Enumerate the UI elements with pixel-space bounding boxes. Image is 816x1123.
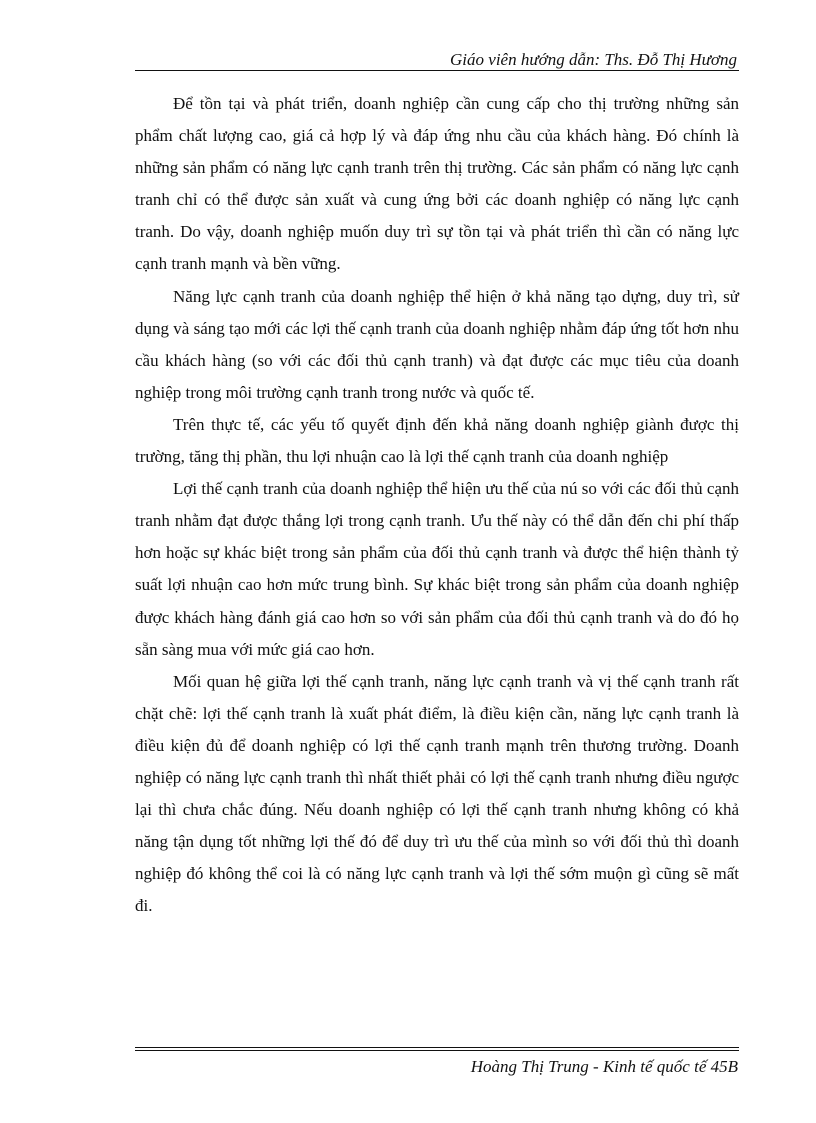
document-body	[135, 88, 739, 922]
paragraph-4: Lợi thế cạnh tranh của doanh nghiệp thể hiện ưu thế của nú so với các đối thủ cạnh tranh nhằm đạt được thắng lợi trong cạnh tranh. Ưu thế này có thể dẫn đến chi phí thấp hơn hoặc sự khác biệt trong sản phẩm của đối thủ cạnh tranh và được thể hiện thành tỷ suất lợi nhuận cao hơn mức trung bình. Sự khác biệt trong sản phẩm của doanh nghiệp được khách hàng đánh giá cao hơn so với sản phẩm của đối thủ cạnh tranh và do đó họ sẵn sàng mua với mức giá cao hơn.	[135, 479, 739, 659]
page-footer: Hoàng Thị Trung - Kinh tế quốc tế 45B	[470, 1057, 738, 1076]
footer-rule	[135, 1047, 739, 1051]
paragraph-3: Trên thực tế, các yếu tố quyết định đến khả năng doanh nghiệp giành được thị trường, tăng thị phần, thu lợi nhuận cao là lợi thế cạnh tranh của doanh nghiệp	[135, 414, 739, 467]
paragraph-1: Để tồn tại và phát triển, doanh nghiệp cần cung cấp cho thị trường những sản phẩm chất lượng cao, giá cả hợp lý và đáp ứng nhu cầu của khách hàng. Đó chính là những sản phẩm có năng lực cạnh tranh trên thị trường. Các sản phẩm có năng lực cạnh tranh chỉ có thể được sản xuất và cung ứng bởi các doanh nghiệp có năng lực cạnh tranh. Do vậy, doanh nghiệp muốn duy trì sự tồn tại và phát triển thì cần có năng lực cạnh tranh mạnh và bền vững.	[135, 94, 739, 274]
paragraph-5: Mối quan hệ giữa lợi thế cạnh tranh, năng lực cạnh tranh và vị thế cạnh tranh rất chặt chẽ: lợi thế cạnh tranh là xuất phát điểm, là điều kiện cần, năng lực cạnh tranh là điều kiện đủ để doanh nghiệp có lợi thế cạnh tranh mạnh trên thương trường. Doanh nghiệp có năng lực cạnh tranh thì nhất thiết phải có lợi thế cạnh tranh nhưng điều ngược lại thì chưa chắc đúng. Nếu doanh nghiệp có lợi thế cạnh tranh nhưng không có khả năng tận dụng tốt những lợi thế đó để duy trì ưu thế của mình so với đối thủ thì doanh nghiệp đó không thể coi là có năng lực cạnh tranh và lợi thế sớm muộn gì cũng sẽ mất đi.	[135, 671, 739, 916]
page-header: Giáo viên hướng dẫn: Ths. Đỗ Thị Hương	[450, 50, 737, 69]
header-rule	[135, 70, 739, 71]
paragraph-2: Năng lực cạnh tranh của doanh nghiệp thể hiện ở khả năng tạo dựng, duy trì, sử dụng và sáng tạo mới các lợi thế cạnh tranh của doanh nghiệp nhằm đáp ứng tốt hơn nhu cầu khách hàng (so với các đối thủ cạnh tranh) và đạt được các mục tiêu của doanh nghiệp trong môi trường cạnh tranh trong nước và quốc tế.	[135, 286, 739, 402]
